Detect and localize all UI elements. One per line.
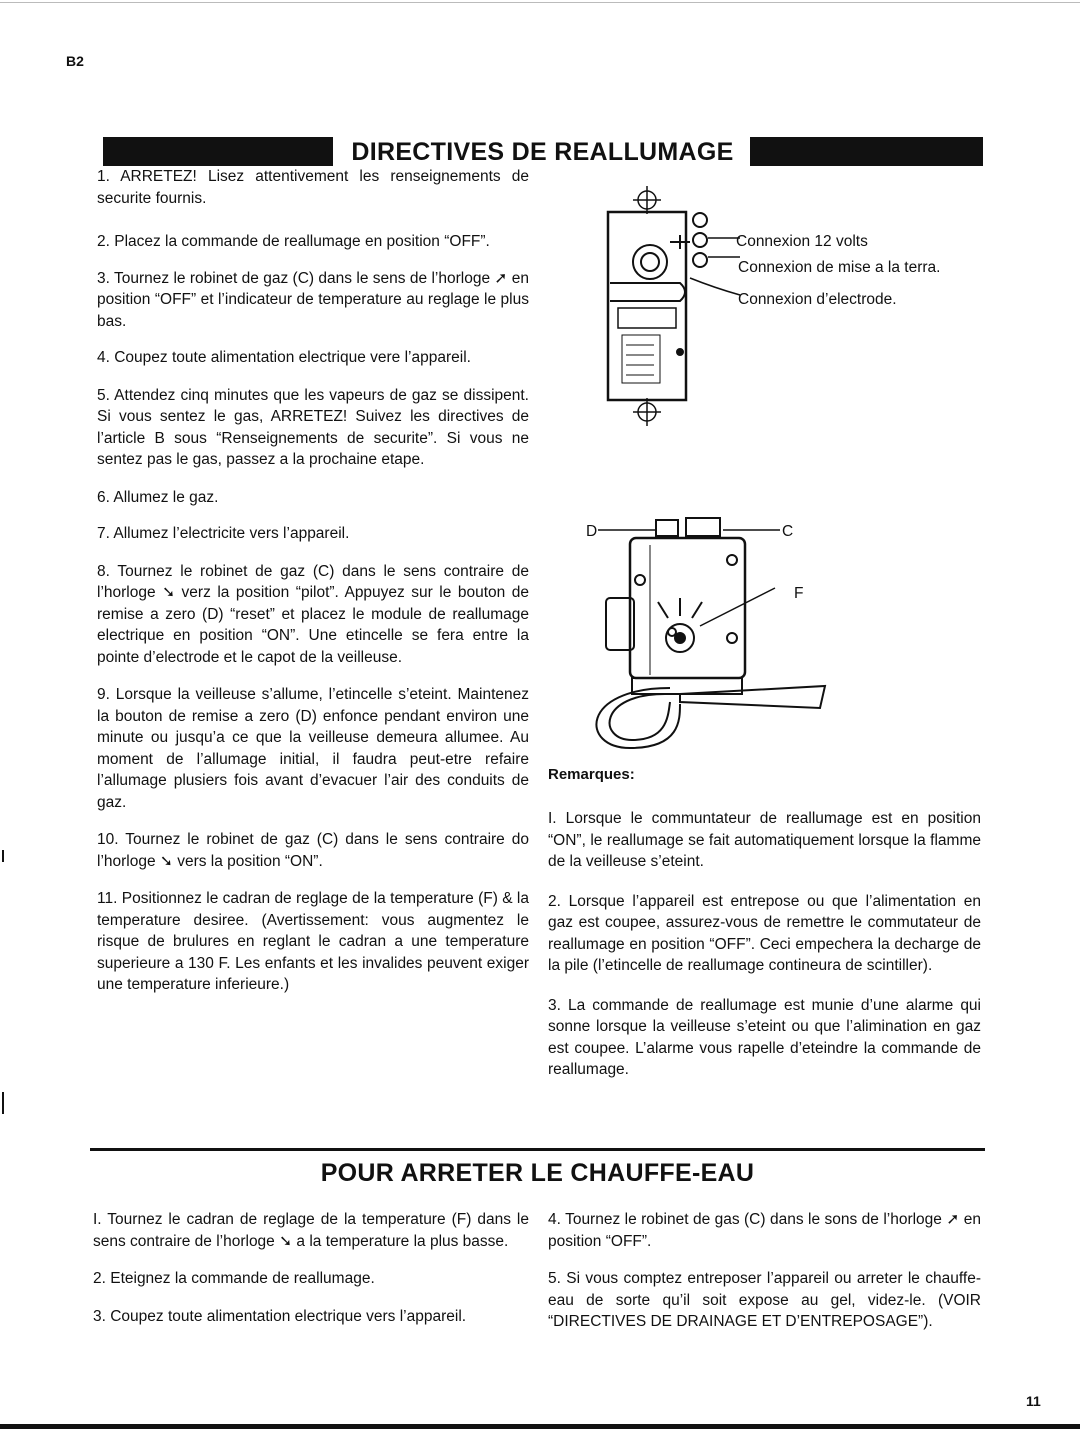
relight-step-1: 1. ARRETEZ! Lisez attentivement les renseignements de securite fournis. — [97, 168, 529, 207]
relight-step-6: 6. Allumez le gaz. — [97, 488, 219, 506]
label-electrode-connection: Connexion d’electrode. — [738, 291, 897, 308]
shutdown-step-2: 2. Eteignez la commande de reallumage. — [93, 1270, 375, 1287]
relight-step-3: 3. Tournez le robinet de gaz (C) dans le sens de l’horloge ➚ en position “OFF” et l’indicateur de temperature au reglage le plus bas. — [97, 269, 529, 330]
remark-1: I. Lorsque le communtateur de reallumage est en position “ON”, le reallumage se fait automatiquement lorsque la flamme de la veilleuse s’eteint. — [548, 810, 981, 870]
shutdown-step-4: 4. Tournez le robinet de gas (C) dans le sons de l’horloge ➚ en position “OFF”. — [548, 1211, 981, 1250]
ignition-module-drawing — [608, 186, 740, 426]
shutdown-steps-right — [548, 1209, 981, 1333]
title-bar-right — [750, 137, 983, 166]
relight-step-5: 5. Attendez cinq minutes que les vapeurs de gaz se dissipent. Si vous sentez le gas, ARRETEZ! Suivez les directives de l’article B sous “Renseignements de securite”. Si vous ne sentez pas le gas, passez a la prochaine etape. — [97, 386, 529, 468]
section-code: B2 — [66, 53, 84, 69]
label-d: D — [586, 523, 598, 540]
label-c: C — [782, 523, 794, 540]
margin-mark — [2, 1092, 4, 1114]
top-rule — [0, 2, 1080, 3]
shutdown-steps-left — [93, 1209, 529, 1327]
gas-valve-diagram — [540, 180, 980, 760]
relight-step-7: 7. Allumez l’electricite vers l’appareil. — [97, 525, 350, 542]
relight-step-10: 10. Tournez le robinet de gaz (C) dans le sens contraire do l’horloge ➘ vers la position “ON”. — [97, 831, 529, 870]
relight-title: DIRECTIVES DE REALLUMAGE — [351, 138, 734, 166]
margin-mark — [2, 850, 4, 862]
relight-step-2: 2. Placez la commande de reallumage en position “OFF”. — [97, 233, 490, 250]
label-connection-12v: Connexion 12 volts — [736, 233, 868, 250]
relight-steps — [97, 166, 529, 996]
page-number: 11 — [1026, 1393, 1041, 1409]
remark-2: 2. Lorsque l’appareil est entrepose ou que l’alimentation en gaz est coupee, assurez-vous de remettre le commutateur de reallumage en position “OFF”. Ceci empechera la decharge de la pile (l’etincelle de reallumage contineura de scintiller). — [548, 892, 981, 974]
shutdown-title: POUR ARRETER LE CHAUFFE-EAU — [320, 1159, 755, 1187]
label-ground-connection: Connexion de mise a la terra. — [738, 259, 941, 276]
shutdown-step-3: 3. Coupez toute alimentation electrique vers l’appareil. — [93, 1307, 467, 1325]
remark-3: 3. La commande de reallumage est munie d’une alarme qui sonne lorsque la veilleuse s’eteint ou que l’alimination en gaz est coupee. L’alarme vous rapelle d’eteindre la commande de reallumage. — [548, 996, 981, 1078]
relight-step-9: 9. Lorsque la veilleuse s’allume, l’etincelle s’eteint. Maintenez la bouton de remise a zero (D) enfonce pendant environ une minute ou jusqu’a ce que la veilleuse demeura allumee. Au moment de l’allumage initial, il faudra peut-etre refaire l’allumage plusiers fois avant d’evacuer l’air des conduits de gaz. — [97, 686, 529, 811]
shutdown-step-5: 5. Si vous comptez entreposer l’appareil ou arreter le chauffe-eau de sorte qu’il soit expose au gel, videz-le. (VOIR “DIRECTIVES DE DRAINAGE ET D’ENTREPOSAGE”). — [548, 1270, 981, 1330]
bottom-rule — [0, 1424, 1080, 1429]
section-divider — [90, 1148, 985, 1151]
label-f: F — [794, 585, 804, 602]
remarks-list — [548, 808, 981, 1081]
relight-step-11: 11. Positionnez le cadran de reglage de la temperature (F) & la temperature desiree. (Avertissement: vous augmentez le risque de brulures en reglant le cadran a une temperature superieure a 130 F. Les enfants et les invalides peuvent exiger une temperature inferieure.) — [97, 890, 529, 993]
remarks-title: Remarques: — [548, 766, 635, 783]
relight-step-4: 4. Coupez toute alimentation electrique vere l’appareil. — [97, 349, 471, 366]
relight-step-8: 8. Tournez le robinet de gaz (C) dans le sens contraire de l’horloge ➘ verz la position “pilot”. Appuyez sur le bouton de remise a zero (D) “reset” et placez le module de reallumage electrique en position “ON”. Une etincelle se fera entre la pointe d’electrode et le capot de la veilleuse. — [97, 562, 529, 666]
title-bar-left — [103, 137, 333, 166]
shutdown-step-1: I. Tournez le cadran de reglage de la temperature (F) dans le sens contraire de l’horloge ➘ a la temperature la plus basse. — [93, 1211, 529, 1250]
gas-control-drawing — [596, 518, 825, 748]
